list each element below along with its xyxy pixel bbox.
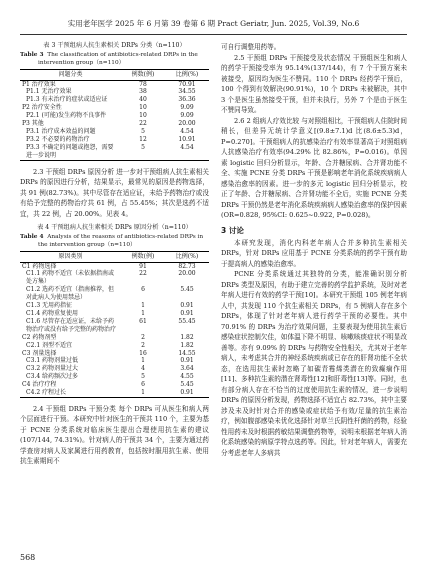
table4-cell-count: 91 bbox=[139, 262, 147, 270]
table4-cell-item: C2.1 剂型不适宜 bbox=[26, 341, 73, 349]
table4-caption-en-text: Analysis of the reasons of antibiotics-related DRPs in the intervention group（n=110） bbox=[38, 233, 204, 248]
table4-row bbox=[20, 318, 209, 334]
table3-cell-item: P3.2 不必要的药物治疗 bbox=[26, 135, 90, 143]
table4-cell-count: 61 bbox=[139, 317, 147, 325]
table3-header-count: 例数(例) bbox=[131, 70, 155, 78]
table3-cell-item: P3 其他 bbox=[22, 120, 44, 128]
table4-header-count: 例数(例) bbox=[131, 252, 155, 260]
table4-cell-item: C1.6 尽管存在适应证，未给予药物治疗或没有给予完整的药物治疗 bbox=[26, 317, 117, 333]
table4-label-en: Table 4 bbox=[20, 233, 44, 240]
table4-cell-pct: 5.45 bbox=[180, 286, 194, 294]
section-2-5-paragraph: 2.5 干预组 DRPs 干预接受及状态情况 干预组医生和病人的药学干预接受率为 95.14%(137/144)，有 7 个干预方案未被接受，原因均为医生不赞同。110 个 DRPs 经药学干预后，100 个得到有效解决(90.91%)，10 个 DRPs 未被解决，其中 3 个是医生虽然接受干预，但并未执行，另外 7 个是由于医生不赞同导致。 bbox=[221, 53, 407, 114]
table4-header-pct: 比例(%) bbox=[175, 252, 199, 260]
table4-cell-count: 1 bbox=[141, 357, 145, 365]
table4-row bbox=[20, 381, 209, 389]
table4-cell-count: 16 bbox=[139, 349, 147, 357]
table3-cell-count: 10 bbox=[139, 104, 147, 112]
table3-row bbox=[20, 144, 209, 160]
table4-cell-pct: 1.82 bbox=[180, 341, 194, 349]
table3-cell-item: P2 治疗安全性 bbox=[22, 104, 62, 112]
table3-body bbox=[20, 80, 209, 160]
table4-cell-pct: 55.45 bbox=[178, 317, 196, 325]
table3-cell-item: P3.1 治疗成本效益的问题 bbox=[26, 127, 96, 135]
table3-cell-pct: 70.91 bbox=[178, 80, 196, 88]
table4-row bbox=[20, 310, 209, 318]
table3-cell-count: 5 bbox=[141, 143, 145, 151]
table3-cell-pct: 36.36 bbox=[178, 96, 196, 104]
table3-cell-pct: 10.91 bbox=[178, 135, 196, 143]
table4-cell-count: 2 bbox=[141, 333, 145, 341]
table3-header-row bbox=[20, 69, 209, 80]
table4-cell-item: C1.2 选药不适宜（指南推荐，但对此病人为使用禁忌） bbox=[26, 286, 115, 302]
section-3-heading: 3 讨论 bbox=[221, 225, 244, 235]
table3-row bbox=[20, 112, 209, 120]
table4-cell-count: 6 bbox=[141, 381, 145, 389]
table4-caption-cn: 表 4 干预组病人抗生素相关 DRPs 原因分析（n=110） bbox=[37, 224, 192, 232]
section-2-6-paragraph: 2.6 2 组病人疗效比较 与对照组相比，干预组病人住院时间稍长，但差异无统计学意义[(9.8±7.1)d 比(8.6±5.3)d，P=0.270]。干预组病人的抗感染治疗有效率显著高于对照组病人抗感染治疗有效率(94.29% 比 82.86%，P=0.016)。单因素 logistic 回归分析显示，年龄、合并糖尿病、合并肾功能不全、实施 PCNE 分类 DRPs 干预是影响老年消化系统疾病病人感染治愈率的因素。进一步的多元 logistic 回归分析显示，校正了年龄、合并糖尿病、合并肾功能不全后，实施 PCNE 分类 DRPs 干预仍然是老年消化系统疾病病人感染治愈率的保护因素(OR=0.828, 95%CI: 0.625~0.922, P=0.028)。 bbox=[221, 116, 407, 219]
table4-cell-pct: 14.55 bbox=[178, 349, 196, 357]
table4 bbox=[20, 251, 209, 398]
table4-body bbox=[20, 262, 209, 397]
table4-cell-pct: 5.45 bbox=[180, 381, 194, 389]
table4-cell-item: C3.2 药物剂量过大 bbox=[26, 365, 79, 373]
table4-cell-item: C3.1 药物剂量过低 bbox=[26, 357, 79, 365]
table4-header-item: 原因类别 bbox=[58, 252, 83, 260]
table4-cell-count: 1 bbox=[141, 302, 145, 310]
table4-cell-pct: 20.00 bbox=[178, 270, 196, 278]
table3-cell-count: 10 bbox=[139, 112, 147, 120]
table4-cell-count: 1 bbox=[141, 310, 145, 317]
table4-cell-item: C4 治疗疗程 bbox=[22, 381, 57, 389]
table4-cell-item: C1 药物选择 bbox=[22, 262, 57, 270]
table4-cell-pct: 0.91 bbox=[180, 389, 194, 397]
table3-header-item: 问题分类 bbox=[58, 70, 83, 78]
table4-cell-count: 4 bbox=[141, 365, 145, 373]
table4-cell-pct: 82.73 bbox=[178, 262, 196, 270]
table4-cell-count: 6 bbox=[141, 286, 145, 294]
table3-cell-count: 78 bbox=[139, 80, 147, 88]
table4-header-row bbox=[20, 251, 209, 262]
discussion-paragraph-1: 本研究发现，消化内科老年病人合并多种抗生素相关 DRPs，针对 DRPs 应用基于 PCNE 分类系统的药学干预有助于提高病人的感染治愈率。 bbox=[221, 238, 407, 268]
table3-cell-count: 5 bbox=[141, 127, 145, 135]
left-column bbox=[20, 42, 209, 467]
table4-row bbox=[20, 270, 209, 286]
section-2-3-paragraph: 2.3 干预组 DRPs 原因分析 进一步对干预组病人抗生素相关 DRPs 的原因进行分析，结果显示，最常见的原因是药物选择，共 91 例(82.73%)。其中尽管存在适应证，未给予药物治疗或没有给予完整的药物治疗共 61 例，占 55.45%；其次是选药不适宜，共 22 例，占 20.00%。见表 4。 bbox=[20, 167, 209, 218]
table4-cell-item: C1.1 药物不适宜（未依据指南或处方集） bbox=[26, 270, 115, 286]
table3-cell-item: P1 治疗效果 bbox=[22, 80, 56, 88]
table3-cell-item: P2.1 (可能)发生药物不良事件 bbox=[26, 112, 107, 120]
table3 bbox=[20, 69, 209, 161]
table4-row bbox=[20, 373, 209, 381]
table3-cell-pct: 9.09 bbox=[180, 104, 194, 112]
table4-cell-count: 5 bbox=[141, 373, 145, 381]
table4-cell-pct: 0.91 bbox=[180, 302, 194, 310]
table3-cell-item: P1.1 无治疗效果 bbox=[26, 88, 72, 96]
discussion-paragraph-2: PCNE 分类系统通过其独特的分类，能准确识别分析 DRPs 类型及原因，有助于建立完善的药学监护系统，及时对老年病人进行有效的药学干预[10]。本研究干预组 105 例老年病人中，共发现 110 个抗生素相关 DRPs，有 5 例病人存在多个 DRPs，体现了针对老年病人进行药学干预的必要性。其中 70.91% 的 DRPs 为治疗效果问题，主要表现为使用抗生素后感染症状控制欠佳，如体温下降不明显、咳嗽咳痰症状不明显改善等。亦有 9.09% 的 DRPs 与药物安全性相关，尤其对于老年病人，未考虑其合并的神经系统疾病或已存在的肝肾功能不全状态，在选用抗生素时忽略了如碳青霉烯类潜在的致癫痫作用[11]、多种抗生素的潜在肾毒性[12]和肝毒性[13]等。同时，也有部分病人存在不恰当的过度使用抗生素的情况，进一步说明 DRPs 的原因分析发现，药物选择不适宜占 82.73%，其中主要涉及未及时针对合并的感染或症状给予有效/足量的抗生素治疗，例如腹部感染未优化选择针对草兰氏阴性杆菌的药物，经验性用药未及时根据药敏结果调整药物等，说明未根据老年病人消化系统感染的病原学特点选药等。因此，针对老年病人，需要充分考虑老年人多病共 bbox=[221, 270, 407, 457]
table3-label-en: Table 3 bbox=[20, 51, 44, 58]
table3-caption-en-text: The classification of antibiotics-related DRPs in the intervention group（n=110） bbox=[38, 51, 198, 66]
running-header: 实用老年医学 2025 年 6 月第 39 卷第 6 期 Pract Geriatr, Jun. 2025, Vol.39, No.6 bbox=[20, 14, 407, 35]
table4-cell-item: C1.4 药物重复使用 bbox=[26, 310, 79, 317]
table4-cell-pct: 0.91 bbox=[180, 357, 194, 365]
table3-cell-pct: 9.09 bbox=[180, 112, 194, 120]
table3-cell-pct: 34.55 bbox=[178, 88, 196, 96]
table3-row bbox=[20, 104, 209, 112]
table4-cell-pct: 4.55 bbox=[180, 373, 194, 381]
table3-cell-count: 12 bbox=[139, 135, 147, 143]
table3-caption-cn: 表 3 干预组病人抗生素相关 DRPs 分类（n=110） bbox=[43, 42, 186, 49]
table3-cell-item: P3.3 不确定的问题或抱怨，需要进一步说明 bbox=[26, 143, 114, 159]
table3-cell-item: P1.3 有未治疗的症状或适应证 bbox=[26, 96, 108, 104]
table3-row bbox=[20, 120, 209, 128]
table3-cell-count: 40 bbox=[139, 96, 147, 104]
table4-row bbox=[20, 389, 209, 397]
table3-header-pct: 比例(%) bbox=[175, 70, 199, 78]
page-number: 568 bbox=[20, 553, 36, 562]
table3-row bbox=[20, 136, 209, 144]
table4-cell-pct: 1.82 bbox=[180, 333, 194, 341]
table4-cell-item: C4.2 疗程过长 bbox=[26, 389, 67, 397]
table4-row bbox=[20, 286, 209, 302]
continued-paragraph: 可自行调整用药等。 bbox=[221, 43, 281, 51]
table3-cell-pct: 4.54 bbox=[180, 143, 194, 151]
table3-row bbox=[20, 128, 209, 136]
table3-caption-en bbox=[20, 51, 209, 67]
table3-cell-count: 22 bbox=[139, 120, 147, 128]
table4-cell-count: 2 bbox=[141, 341, 145, 349]
table4-cell-count: 1 bbox=[141, 389, 145, 397]
table4-cell-item: C3 剂量选择 bbox=[22, 349, 57, 357]
section-2-4-paragraph: 2.4 干预组 DRPs 干预分类 每个 DRPs 可从医生和病人两个层面进行干预。本研究中针对医生的干预共 110 个，主要为基于 PCNE 分类系统对临床医生提出合理使用抗生素的建议(107/144, 74.31%)。针对病人的干预共 34 个，主要为通过药学查房对病人及家属进行用药教育，包括按时服用抗生素、使用抗生素期间不 bbox=[20, 404, 209, 466]
table4-caption-en bbox=[20, 233, 209, 249]
table4-cell-item: C2 药物剂型 bbox=[22, 333, 57, 341]
table4-cell-item: C1.3 无用药指征 bbox=[26, 302, 73, 310]
table4-cell-pct: 0.91 bbox=[180, 310, 194, 317]
table4-cell-item: C3.4 给药频次过多 bbox=[26, 373, 79, 381]
table4-row bbox=[20, 334, 209, 342]
table4-row bbox=[20, 342, 209, 350]
right-column bbox=[221, 42, 407, 458]
table4-row bbox=[20, 302, 209, 310]
table3-cell-pct: 4.54 bbox=[180, 127, 194, 135]
table4-cell-pct: 3.64 bbox=[180, 365, 194, 373]
table3-cell-pct: 20.00 bbox=[178, 120, 196, 128]
table3-cell-count: 38 bbox=[139, 88, 147, 96]
table4-cell-count: 22 bbox=[139, 270, 147, 278]
